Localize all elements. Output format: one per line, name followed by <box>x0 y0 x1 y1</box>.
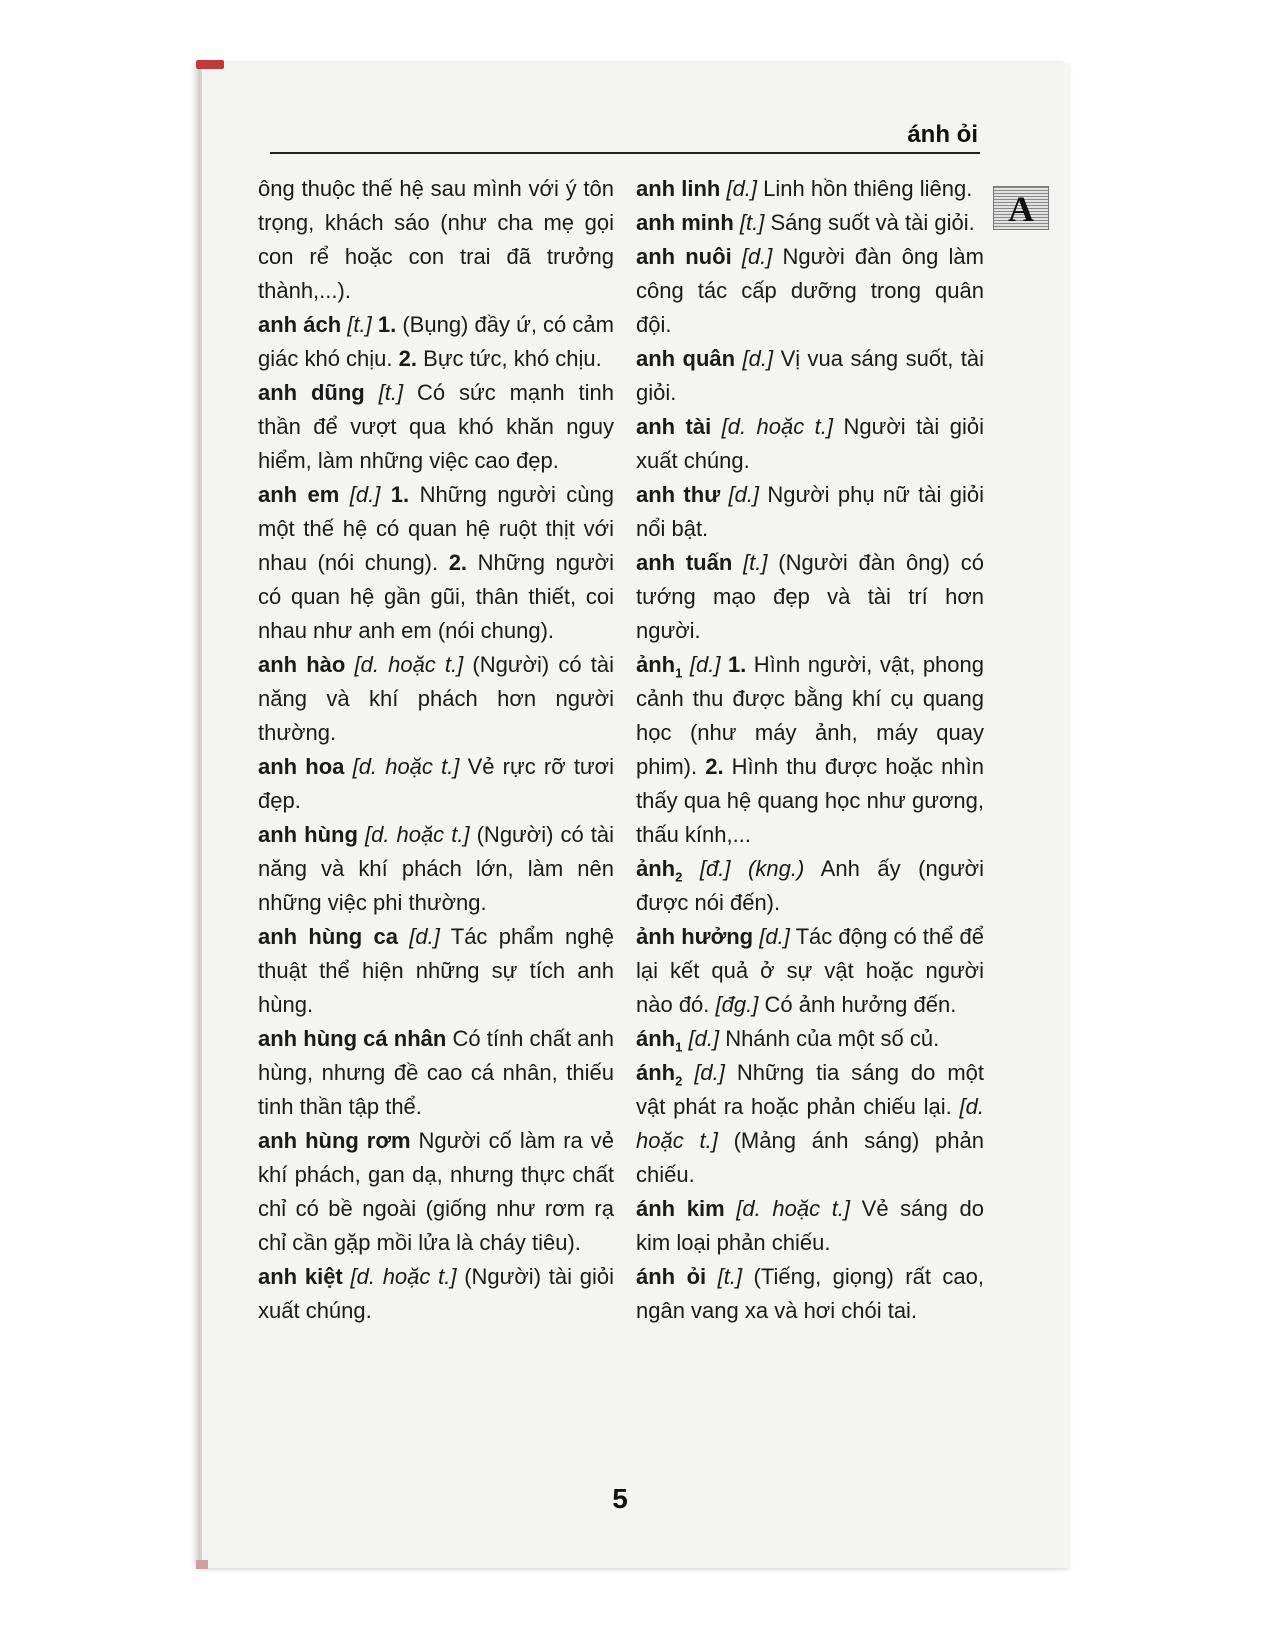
definition-text: (Bụng) đầy ứ, có cảm giác khó chịu. <box>258 312 614 371</box>
part-of-speech: [đ.] (kng.) <box>699 856 805 881</box>
headword: anh ách <box>258 312 342 337</box>
headword: anh linh <box>636 176 721 201</box>
part-of-speech: [t.] <box>743 550 768 575</box>
definition-text: Những tia sáng do một vật phát ra hoặc phản chiếu lại. <box>636 1060 985 1119</box>
homonym-index: 2 <box>675 1073 683 1089</box>
part-of-speech: [t.] <box>378 380 404 405</box>
headword: anh hùng <box>258 822 358 847</box>
part-of-speech: [d. hoặc t.] <box>350 1264 457 1289</box>
part-of-speech: [d. hoặc t.] <box>636 1094 984 1153</box>
definition-text: (Người) tài giỏi xuất chúng. <box>258 1264 614 1323</box>
part-of-speech: [d. hoặc t.] <box>364 822 470 847</box>
dictionary-entry <box>258 478 614 648</box>
dictionary-entry <box>636 648 984 852</box>
part-of-speech: [d.] <box>742 346 774 371</box>
definition-text: (Người) có tài năng và khí phách hơn người thường. <box>258 652 614 745</box>
sense-number: 2. <box>448 550 468 575</box>
dictionary-entry <box>636 410 984 478</box>
headword: ánh <box>636 1026 676 1051</box>
dictionary-entry <box>258 1124 614 1260</box>
dictionary-entry <box>258 1260 614 1328</box>
entry-continuation <box>258 172 614 308</box>
dictionary-entry <box>636 172 984 206</box>
definition-text: (Tiếng, giọng) rất cao, ngân vang xa và hơi chói tai. <box>636 1264 984 1323</box>
homonym-index: 2 <box>675 869 683 885</box>
definition-text: Vị vua sáng suốt, tài giỏi. <box>636 346 984 405</box>
definition-text: Bực tức, khó chịu. <box>423 346 602 371</box>
left-column <box>258 172 614 1328</box>
definition-text: Hình thu được hoặc nhìn thấy qua hệ quang học như gương, thấu kính,... <box>636 754 984 847</box>
headword: anh tuấn <box>636 550 733 575</box>
dictionary-entry <box>636 920 984 1022</box>
book-cover-edge <box>196 60 224 69</box>
dictionary-entry <box>258 376 614 478</box>
part-of-speech: [d. hoặc t.] <box>721 414 834 439</box>
part-of-speech: [d.] <box>726 176 758 201</box>
headword: anh em <box>258 482 340 507</box>
headword: ánh kim <box>636 1196 725 1221</box>
dictionary-entry <box>636 1260 984 1328</box>
definition-text: Người đàn ông làm công tác cấp dưỡng trong quân đội. <box>636 244 984 337</box>
dictionary-entry <box>258 920 614 1022</box>
definition-text: Anh ấy (người được nói đến). <box>636 856 984 915</box>
sense-number: 1. <box>377 312 397 337</box>
part-of-speech: [d. hoặc t.] <box>354 652 464 677</box>
part-of-speech: [t.] <box>347 312 372 337</box>
headword: ánh ỏi <box>636 1264 707 1289</box>
headword: anh kiệt <box>258 1264 343 1289</box>
definition-text: Tác phẩm nghệ thuật thể hiện những sự tích anh hùng. <box>258 924 615 1017</box>
sense-number: 1. <box>390 482 410 507</box>
dictionary-entry <box>636 240 984 342</box>
homonym-index: 1 <box>675 665 683 681</box>
definition-text: Những người cùng một thế hệ có quan hệ ruột thịt với nhau (nói chung). <box>258 482 614 575</box>
part-of-speech: [đg.] <box>715 992 759 1017</box>
part-of-speech: [d. hoặc t.] <box>352 754 460 779</box>
sense-number: 1. <box>727 652 747 677</box>
dictionary-entry <box>636 478 984 546</box>
headword: anh hùng ca <box>258 924 398 949</box>
dictionary-entry <box>636 1056 984 1192</box>
definition-text: Vẻ sáng do kim loại phản chiếu. <box>636 1196 984 1255</box>
dictionary-entry <box>636 342 984 410</box>
definition-text: Tác động có thể để lại kết quả ở sự vật hoặc người nào đó. <box>636 924 984 1017</box>
definition-text: Hình người, vật, phong cảnh thu được bằng khí cụ quang học (như máy ảnh, máy quay phim). <box>636 652 984 779</box>
section-letter: A <box>1008 189 1034 229</box>
definition-text: Những người có quan hệ gần gũi, thân thiết, coi nhau như anh em (nói chung). <box>258 550 614 643</box>
dictionary-entry <box>636 1022 984 1056</box>
definition-text: (Người đàn ông) có tướng mạo đẹp và tài trí hơn người. <box>636 550 984 643</box>
headword: anh dũng <box>258 380 365 405</box>
headword: anh hùng cá nhân <box>258 1026 447 1051</box>
part-of-speech: [d.] <box>688 1026 720 1051</box>
sense-number: 2. <box>398 346 418 371</box>
running-header <box>270 116 980 152</box>
part-of-speech: [d.] <box>694 1060 725 1085</box>
definition-text: Nhánh của một số củ. <box>725 1026 940 1051</box>
definition-text: Vẻ rực rỡ tươi đẹp. <box>258 754 614 813</box>
headword: ảnh <box>636 856 676 881</box>
part-of-speech: [d.] <box>759 924 790 949</box>
definition-text: ông thuộc thế hệ sau mình với ý tôn trọng, khách sáo (như cha mẹ gọi con rể hoặc con trai đã trưởng thành,...). <box>258 176 614 303</box>
part-of-speech: [d. hoặc t.] <box>736 1196 851 1221</box>
header-rule <box>270 152 980 154</box>
definition-text: (Người) có tài năng và khí phách lớn, làm nên những việc phi thường. <box>258 822 614 915</box>
part-of-speech: [d.] <box>409 924 440 949</box>
headword: anh minh <box>636 210 734 235</box>
definition-text: Người cố làm ra vẻ khí phách, gan dạ, nhưng thực chất chỉ có bề ngoài (giống như rơm rạ chỉ cần gặp mồi lửa là cháy tiêu). <box>258 1128 614 1255</box>
definition-text: Linh hồn thiêng liêng. <box>763 176 973 201</box>
definition-text: Sáng suốt và tài giỏi. <box>770 210 975 235</box>
headword: anh hoa <box>258 754 345 779</box>
dictionary-entry <box>258 1022 614 1124</box>
headword: anh hào <box>258 652 346 677</box>
definition-text: (Mảng ánh sáng) phản chiếu. <box>636 1128 984 1187</box>
part-of-speech: [d.] <box>728 482 760 507</box>
headword: anh nuôi <box>636 244 732 269</box>
headword: anh quân <box>636 346 736 371</box>
headword: anh thư <box>636 482 721 507</box>
dictionary-entry <box>258 648 614 750</box>
definition-text: Người phụ nữ tài giỏi nổi bật. <box>636 482 984 541</box>
part-of-speech: [d.] <box>349 482 381 507</box>
dictionary-entry <box>258 750 614 818</box>
headword: anh hùng rơm <box>258 1128 411 1153</box>
dictionary-entry <box>258 818 614 920</box>
headword: ảnh <box>636 652 676 677</box>
sense-number: 2. <box>705 754 724 779</box>
part-of-speech: [d.] <box>689 652 721 677</box>
homonym-index: 1 <box>675 1039 683 1055</box>
definition-text: Có tính chất anh hùng, nhưng đề cao cá nhân, thiếu tinh thần tập thể. <box>258 1026 614 1119</box>
definition-text: Có sức mạnh tinh thần để vượt qua khó khăn nguy hiểm, làm những việc cao đẹp. <box>258 380 614 473</box>
part-of-speech: [d.] <box>741 244 773 269</box>
guide-word: ánh ỏi <box>907 121 978 148</box>
headword: anh tài <box>636 414 712 439</box>
page-number: 5 <box>612 1483 628 1514</box>
headword: ảnh hưởng <box>636 924 754 949</box>
definition-text: Có ảnh hưởng đến. <box>764 992 957 1017</box>
dictionary-entry <box>636 852 984 920</box>
definition-text: Người tài giỏi xuất chúng. <box>636 414 984 473</box>
dictionary-entry <box>258 308 614 376</box>
dictionary-entry <box>636 206 984 240</box>
dictionary-entry <box>636 546 984 648</box>
part-of-speech: [t.] <box>739 210 765 235</box>
headword: ánh <box>636 1060 676 1085</box>
page-edge <box>198 63 202 1568</box>
section-letter-tab <box>993 186 1049 230</box>
part-of-speech: [t.] <box>717 1264 743 1289</box>
dictionary-entry <box>636 1192 984 1260</box>
book-cover-edge-bottom <box>196 1560 208 1569</box>
right-column <box>636 172 984 1328</box>
